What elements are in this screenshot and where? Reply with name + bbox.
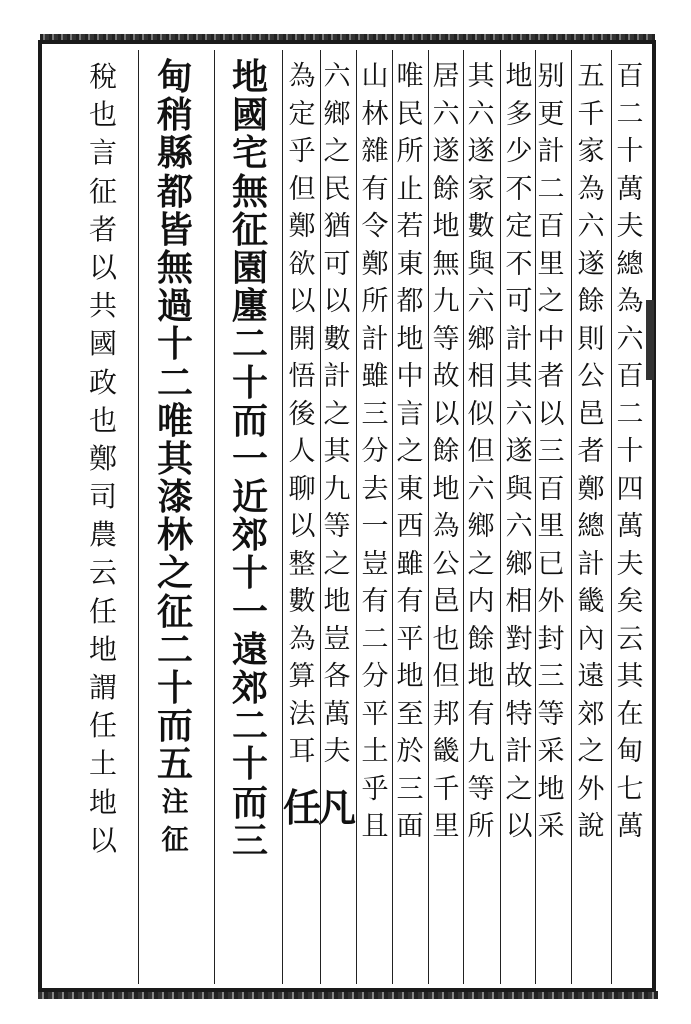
column-tail-char: 任: [283, 784, 322, 830]
column-text: 别 更 計 二 百 里 之 中 者 以 三 百 里 已 外 封 三 等 采 地 采: [537, 61, 565, 842]
column-divider: [138, 50, 139, 984]
text-column: [428, 58, 464, 978]
column-text: 山 林 雜 有 令 鄭 所 計 雖 三 分 去 一 豈 有 二 分 平 土 乎 且: [361, 61, 389, 842]
column-text: 甸 稍 縣 都 皆 無 過 十 二 唯 其 漆 林 之 征 二 十 而 五 注 征: [156, 56, 193, 856]
column-text: 六 鄉 之 民 猶 可 以 數 計 之 其 九 等 之 地 豈 各 萬 夫: [323, 61, 351, 767]
column-text: 百 二 十 萬 夫 總 為 六 百 二 十 四 萬 夫 矣 云 其 在 甸 七 萬: [616, 61, 644, 842]
column-text: 為 定 乎 但 鄭 欲 以 開 悟 後 人 聊 以 整 數 為 算 法 耳: [288, 61, 316, 767]
column-text: 稅 也 言 征 者 以 共 國 政 也 鄭 司 農 云 任 地 謂 任 土 地 以: [88, 60, 117, 857]
text-column: [319, 58, 355, 978]
text-column: [501, 58, 537, 978]
text-column: [612, 58, 648, 978]
column-divider: [392, 50, 393, 984]
text-column: [463, 58, 499, 978]
column-text: 地 國 宅 無 征 園 廛 二 十 而 一 近 郊 十 一 遠 郊 二 十 而 三: [231, 56, 268, 862]
column-divider: [320, 50, 321, 984]
column-divider: [214, 50, 215, 984]
column-divider: [500, 50, 501, 984]
text-column: [357, 58, 393, 978]
text-column: [144, 58, 206, 978]
text-column: [392, 58, 428, 978]
text-column: [284, 58, 320, 978]
column-divider: [611, 50, 612, 984]
text-column: [219, 58, 281, 978]
text-column: [573, 58, 609, 978]
column-divider: [356, 50, 357, 984]
column-text: 唯 民 所 止 若 東 都 地 中 言 之 東 西 雖 有 平 地 至 於 三 面: [396, 61, 424, 842]
scan-edge-bottom: [38, 991, 658, 999]
column-divider: [571, 50, 572, 984]
text-column: [533, 58, 569, 978]
column-divider: [535, 50, 536, 984]
column-divider: [428, 50, 429, 984]
column-text: 居 六 遂 餘 地 無 九 等 故 以 餘 地 為 公 邑 也 但 邦 畿 千 里: [432, 61, 460, 842]
column-text: 五 千 家 為 六 遂 餘 則 公 邑 者 鄭 總 計 畿 內 遠 郊 之 外 說: [577, 61, 605, 842]
column-divider: [282, 50, 283, 984]
column-text: 地 多 少 不 定 不 可 計 其 六 遂 與 六 鄉 相 對 故 特 計 之 以: [505, 61, 533, 842]
column-divider: [463, 50, 464, 984]
column-text: 其 六 遂 家 數 與 六 鄉 相 似 但 六 鄉 之 内 餘 地 有 九 等 所: [467, 61, 495, 842]
column-tail-char: 凡: [318, 784, 357, 830]
text-column: [85, 58, 121, 978]
